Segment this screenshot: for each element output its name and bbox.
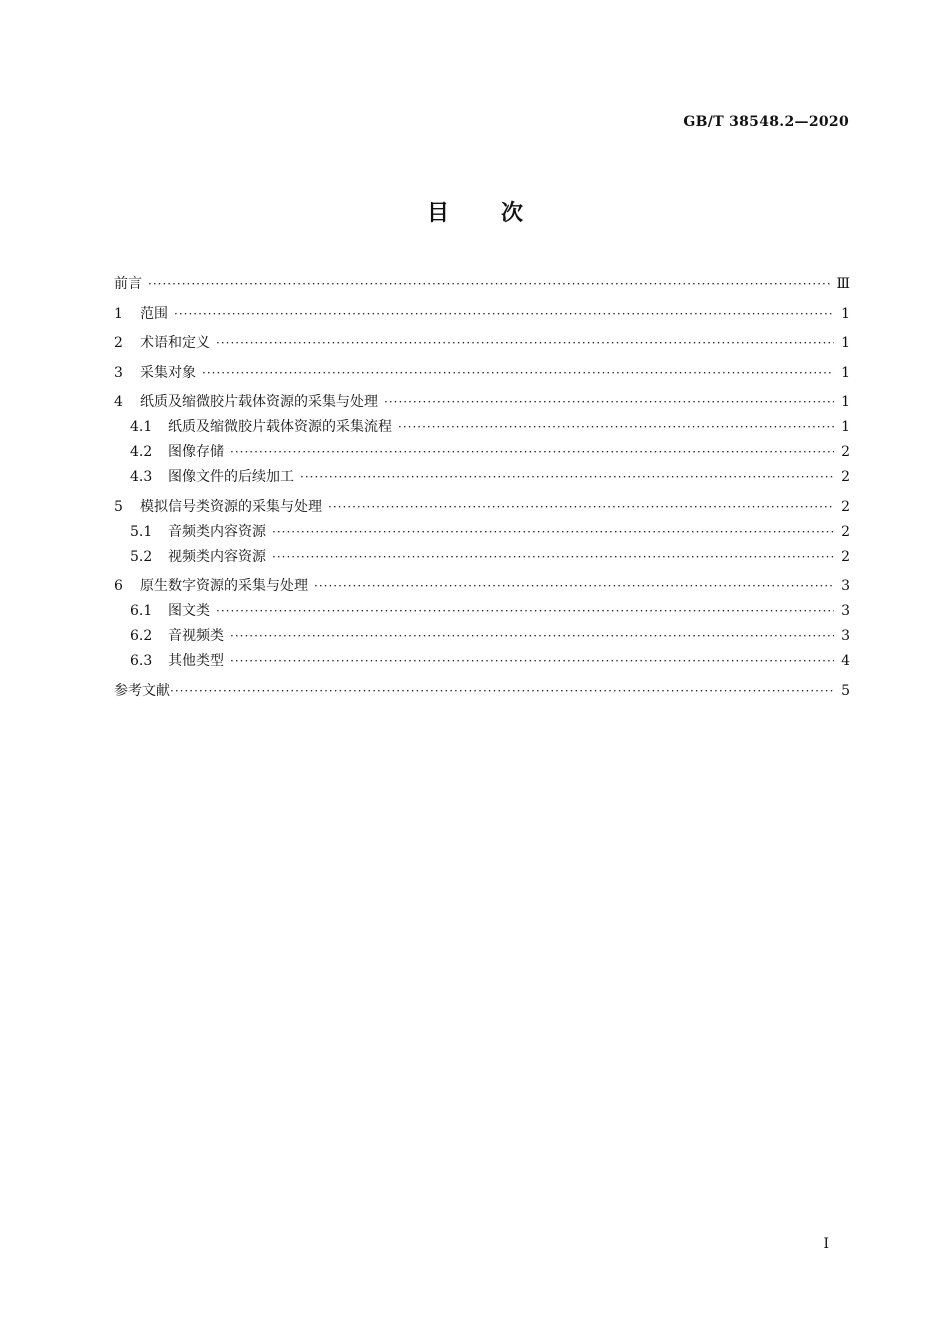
toc-leader-dots xyxy=(216,333,834,353)
toc-entry-page: 1 xyxy=(841,305,850,322)
toc-entry-6[interactable] xyxy=(114,576,850,596)
toc-entry-page: 3 xyxy=(841,603,850,619)
toc-entry-number: 2 xyxy=(114,335,123,351)
toc-entry-references[interactable] xyxy=(114,681,850,701)
toc-entry-number: 4.1 xyxy=(130,419,153,435)
toc-entry-page: Ⅲ xyxy=(836,276,850,292)
toc-entry-label: 前言 xyxy=(114,276,142,292)
toc-entry-number: 1 xyxy=(114,305,123,322)
toc-entry-4-2[interactable] xyxy=(114,442,850,462)
toc-title: 目次 xyxy=(426,201,575,226)
toc-entry-page: 1 xyxy=(841,335,850,351)
toc-entry-label: 参考文献 xyxy=(114,682,170,699)
toc-entry-page: 3 xyxy=(841,578,850,594)
toc-entry-preface[interactable] xyxy=(114,274,850,294)
toc-leader-dots xyxy=(314,576,834,596)
toc-leader-dots xyxy=(272,522,834,542)
toc-entry-label: 音视频类 xyxy=(168,628,224,644)
toc-entry-label: 图像存储 xyxy=(168,444,224,460)
toc-leader-dots xyxy=(174,304,834,324)
toc-leader-dots xyxy=(170,681,834,701)
toc-entry-label: 音频类内容资源 xyxy=(168,523,266,540)
toc-entry-number: 6.3 xyxy=(130,653,153,669)
toc-leader-dots xyxy=(230,442,834,462)
toc-entry-number: 6.2 xyxy=(130,628,153,644)
toc-entry-5[interactable] xyxy=(114,497,850,517)
toc-entry-label: 模拟信号类资源的采集与处理 xyxy=(140,498,322,515)
toc-entry-number: 3 xyxy=(114,364,123,381)
toc-entry-number: 5.2 xyxy=(130,548,153,565)
toc-entry-label: 术语和定义 xyxy=(140,335,210,351)
toc-entry-page: 2 xyxy=(841,444,850,460)
toc-leader-dots xyxy=(398,417,834,437)
page-number: Ⅰ xyxy=(823,1236,829,1252)
toc-leader-dots xyxy=(216,601,834,621)
toc-entry-page: 1 xyxy=(841,364,850,381)
toc-entry-page: 1 xyxy=(841,419,850,435)
toc-entry-number: 5.1 xyxy=(130,523,153,540)
toc-entry-number: 6.1 xyxy=(130,603,153,619)
toc-leader-dots xyxy=(328,497,834,517)
toc-entry-5-2[interactable] xyxy=(114,547,850,567)
toc-entry-label: 原生数字资源的采集与处理 xyxy=(140,578,308,594)
toc-entry-number: 4.2 xyxy=(130,444,153,460)
toc-entry-number: 4.3 xyxy=(130,469,153,485)
toc-entry-3[interactable] xyxy=(114,363,850,383)
toc-leader-dots xyxy=(202,363,834,383)
toc-entry-page: 2 xyxy=(841,498,850,515)
toc-entry-4-1[interactable] xyxy=(114,417,850,437)
toc-entry-2[interactable] xyxy=(114,333,850,353)
toc-entry-label: 图像文件的后续加工 xyxy=(168,469,294,485)
toc-leader-dots xyxy=(148,274,830,294)
toc-leader-dots xyxy=(384,392,834,412)
toc-entry-label: 纸质及缩微胶片载体资源的采集与处理 xyxy=(140,394,378,410)
toc-entry-6-1[interactable] xyxy=(114,601,850,621)
toc-entry-label: 采集对象 xyxy=(140,364,196,381)
toc-leader-dots xyxy=(230,626,834,646)
toc-entry-6-2[interactable] xyxy=(114,626,850,646)
toc-entry-4[interactable] xyxy=(114,392,850,412)
toc-entry-page: 2 xyxy=(841,548,850,565)
toc-entry-page: 4 xyxy=(841,653,850,669)
toc-entry-number: 5 xyxy=(114,498,123,515)
toc-leader-dots xyxy=(230,651,834,671)
toc-entry-4-3[interactable] xyxy=(114,467,850,487)
toc-entry-label: 图文类 xyxy=(168,603,210,619)
toc-entry-number: 4 xyxy=(114,394,123,410)
standard-code: GB/T 38548.2—2020 xyxy=(683,114,849,130)
toc-entry-label: 纸质及缩微胶片载体资源的采集流程 xyxy=(168,419,392,435)
toc-entry-page: 2 xyxy=(841,469,850,485)
toc-entry-label: 范围 xyxy=(140,305,168,322)
toc-entry-1[interactable] xyxy=(114,304,850,324)
toc-entry-page: 5 xyxy=(841,682,850,699)
toc-entry-page: 2 xyxy=(841,523,850,540)
toc-leader-dots xyxy=(272,547,834,567)
toc-entry-label: 其他类型 xyxy=(168,653,224,669)
table-of-contents xyxy=(114,274,850,701)
toc-entry-page: 1 xyxy=(841,394,850,410)
toc-entry-page: 3 xyxy=(841,628,850,644)
toc-entry-6-3[interactable] xyxy=(114,651,850,671)
toc-entry-label: 视频类内容资源 xyxy=(168,548,266,565)
toc-entry-number: 6 xyxy=(114,578,123,594)
toc-leader-dots xyxy=(300,467,834,487)
toc-entry-5-1[interactable] xyxy=(114,522,850,542)
